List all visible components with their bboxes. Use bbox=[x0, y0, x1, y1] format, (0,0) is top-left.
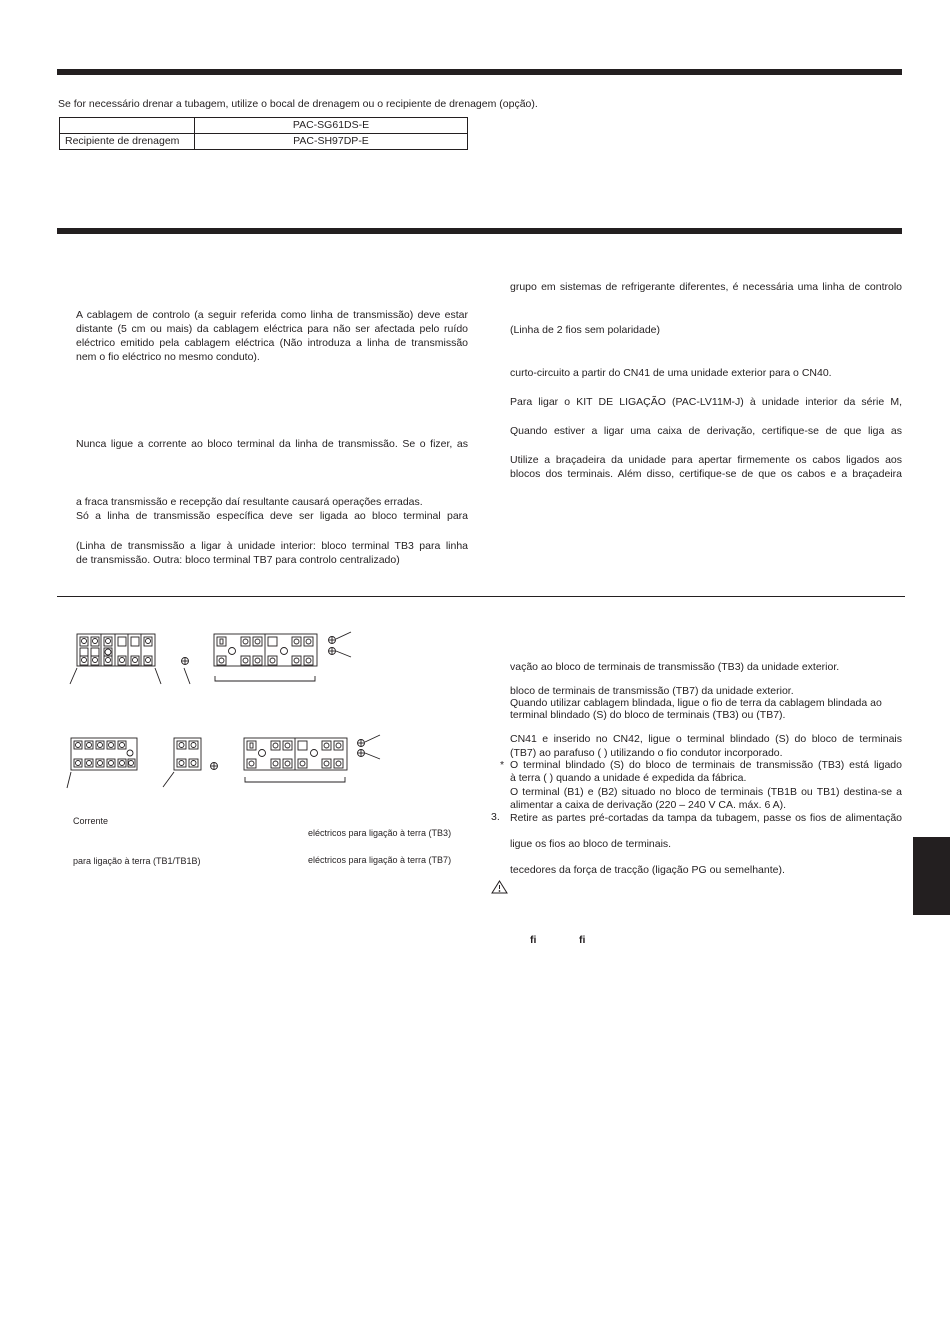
terminal-row bbox=[80, 634, 152, 666]
table-row bbox=[60, 118, 468, 134]
text-line: à terra ( ) quando a unidade é expedida da fábrica. bbox=[510, 772, 747, 785]
right-paragraph-1 bbox=[510, 280, 902, 294]
text-line: Para ligar o KIT DE LIGAÇÃO (PAC-LV11M-J) à unidade interior da série M, bbox=[510, 396, 902, 408]
intro-text: Se for necessário drenar a tubagem, utilize o bocal de drenagem ou o recipiente de drenagem (opção). bbox=[58, 98, 538, 110]
side-tab bbox=[913, 837, 950, 915]
fi-ligature-2: fi bbox=[579, 934, 586, 946]
fi-ligature-1: fi bbox=[530, 934, 537, 946]
text-line: ligue os fios ao bloco de terminais. bbox=[510, 838, 672, 850]
options-table bbox=[59, 117, 468, 150]
text-line: CN41 e inserido no CN42, ligue o terminal blindado (S) do bloco de terminais bbox=[510, 733, 902, 745]
step-number: 3. bbox=[491, 811, 500, 823]
text-line: O terminal (B1) e (B2) situado no bloco de terminais (TB1B ou TB1) destina-se a bbox=[510, 785, 902, 798]
table-cell-label: Recipiente de drenagem bbox=[60, 134, 195, 150]
lower-right-5 bbox=[510, 811, 902, 825]
left-paragraph-4 bbox=[76, 539, 468, 567]
text-line: bloco de terminais de transmissão (TB7) da unidade exterior. bbox=[510, 685, 794, 697]
text-line: a fraca transmissão e recepção daí resultante causará operações erradas. bbox=[76, 496, 423, 508]
footnote-star: * bbox=[500, 759, 505, 771]
text-line: alimentar a caixa de derivação (220 – 240 V CA. máx. 6 A). bbox=[510, 798, 787, 811]
label-earth-tb3: eléctricos para ligação à terra (TB3) bbox=[308, 828, 452, 838]
text-line: (Linha de transmissão a ligar à unidade interior: bloco terminal TB3 para linha bbox=[76, 540, 468, 552]
lower-right-6 bbox=[510, 837, 902, 851]
table-cell-value: PAC-SG61DS-E bbox=[195, 118, 468, 134]
lower-right-4 bbox=[510, 759, 902, 812]
text-line: Quando utilizar cablagem blindada, ligue o fio de terra da cablagem blindada ao bbox=[510, 697, 882, 709]
lower-right-3 bbox=[510, 732, 902, 760]
lower-right-2 bbox=[510, 685, 902, 721]
left-paragraph-3 bbox=[76, 495, 468, 523]
text-line: A cablagem de controlo (a seguir referida como linha de transmissão) deve estar bbox=[76, 309, 468, 321]
top-rule bbox=[57, 69, 902, 75]
lower-right-7 bbox=[510, 863, 902, 877]
table-row bbox=[60, 134, 468, 150]
text-line: terminal blindado (S) do bloco de terminais (TB3) ou (TB7). bbox=[510, 709, 786, 721]
table-cell-label bbox=[60, 118, 195, 134]
text-line: Utilize a braçadeira da unidade para apertar firmemente os cabos ligados aos bbox=[510, 454, 902, 466]
text-line: Retire as partes pré-cortadas da tampa da tubagem, passe os fios de alimentação bbox=[510, 812, 902, 824]
text-line: blocos dos terminais. Além disso, certifique-se de que os cabos e a braçadeira bbox=[510, 468, 902, 480]
text-line: de transmissão. Outra: bloco terminal TB7 para controlo centralizado) bbox=[76, 554, 400, 566]
label-corrente: Corrente bbox=[73, 816, 109, 826]
text-line: nem o fio eléctrico no mesmo conduto). bbox=[76, 351, 260, 363]
text-line: distante (5 cm ou mais) da cablagem eléctrica para não ser afectada pelo ruído bbox=[76, 323, 468, 335]
text-line: (Linha de 2 fios sem polaridade) bbox=[510, 324, 661, 336]
label-earth-tb7: eléctricos para ligação à terra (TB7) bbox=[308, 855, 452, 865]
text-line: Quando estiver a ligar uma caixa de derivação, certifique-se de que liga as bbox=[510, 425, 902, 437]
right-paragraph-5 bbox=[510, 424, 902, 438]
text-line: tecedores da força de tracção (ligação PG ou semelhante). bbox=[510, 864, 785, 876]
left-paragraph-1 bbox=[76, 308, 468, 364]
thin-divider bbox=[57, 596, 905, 597]
left-paragraph-2 bbox=[76, 437, 468, 451]
text-line: eléctrico emitido pela cablagem eléctrica (Não introduza a linha de transmissão bbox=[76, 337, 468, 349]
text-line: grupo em sistemas de refrigerante diferentes, é necessária uma linha de controlo bbox=[510, 281, 902, 293]
text-line: curto-circuito a partir do CN41 de uma unidade exterior para o CN40. bbox=[510, 367, 832, 379]
text-line: Só a linha de transmissão específica deve ser ligada ao bloco terminal para bbox=[76, 510, 468, 522]
right-paragraph-4 bbox=[510, 395, 902, 409]
lower-right-1 bbox=[510, 660, 902, 674]
right-paragraph-3 bbox=[510, 366, 902, 380]
section-rule bbox=[57, 228, 902, 234]
right-paragraph-6 bbox=[510, 453, 902, 481]
right-paragraph-2 bbox=[510, 323, 902, 337]
text-line: (TB7) ao parafuso ( ) utilizando o fio condutor incorporado. bbox=[510, 747, 783, 759]
text-line: vação ao bloco de terminais de transmissão (TB3) da unidade exterior. bbox=[510, 661, 840, 673]
table-cell-value: PAC-SH97DP-E bbox=[195, 134, 468, 150]
text-line: Nunca ligue a corrente ao bloco terminal da linha de transmissão. Se o fizer, as bbox=[76, 438, 468, 450]
text-line: O terminal blindado (S) do bloco de terminais de transmissão (TB3) está ligado bbox=[510, 759, 902, 771]
warning-triangle bbox=[492, 881, 507, 893]
label-earth-tb1: para ligação à terra (TB1/TB1B) bbox=[73, 856, 201, 866]
